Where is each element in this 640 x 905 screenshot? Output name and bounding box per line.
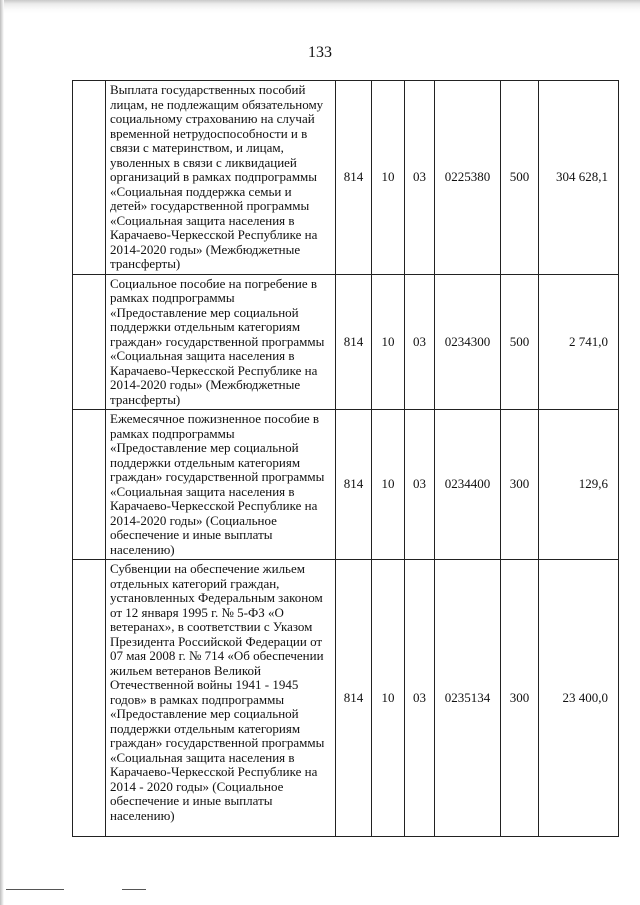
table-row xyxy=(73,560,619,837)
row-number-cell xyxy=(73,274,106,410)
ministry-code: 814 xyxy=(336,81,372,275)
scan-edge-left xyxy=(0,0,4,905)
subsection-code: 03 xyxy=(405,81,435,275)
expense-type-code: 300 xyxy=(501,410,539,560)
footer-rule-left xyxy=(6,889,64,890)
amount-value: 129,6 xyxy=(539,410,619,560)
scan-edge-top xyxy=(0,0,640,14)
section-code: 10 xyxy=(372,560,405,837)
table-row xyxy=(73,274,619,410)
table-row xyxy=(73,81,619,275)
row-description: Ежемесячное пожизненное пособие в рамках подпрограммы «Предоставление мер социальной поддержки отдельным категориям граждан» государственной программы «Социальная защита населения в Карачаево-Черкесской Республике на 2014-2020 годы» (Социальное обеспечение и иные выплаты населению) xyxy=(106,410,336,560)
expense-type-code: 500 xyxy=(501,81,539,275)
ministry-code: 814 xyxy=(336,560,372,837)
amount-value: 23 400,0 xyxy=(539,560,619,837)
ministry-code: 814 xyxy=(336,274,372,410)
expense-type-code: 300 xyxy=(501,560,539,837)
subsection-code: 03 xyxy=(405,560,435,837)
target-article-code: 0235134 xyxy=(435,560,501,837)
target-article-code: 0234400 xyxy=(435,410,501,560)
row-number-cell xyxy=(73,410,106,560)
ministry-code: 814 xyxy=(336,410,372,560)
footer-rule-right xyxy=(122,889,146,890)
section-code: 10 xyxy=(372,410,405,560)
subsection-code: 03 xyxy=(405,274,435,410)
table-row xyxy=(73,410,619,560)
page-number: 133 xyxy=(308,44,332,61)
row-number-cell xyxy=(73,560,106,837)
row-number-cell xyxy=(73,81,106,275)
expense-type-code: 500 xyxy=(501,274,539,410)
target-article-code: 0234300 xyxy=(435,274,501,410)
amount-value: 304 628,1 xyxy=(539,81,619,275)
budget-table xyxy=(72,80,619,837)
target-article-code: 0225380 xyxy=(435,81,501,275)
amount-value: 2 741,0 xyxy=(539,274,619,410)
row-description: Выплата государственных пособий лицам, не подлежащим обязательному социальному страхованию на случай временной нетрудоспособности и в связи с материнством, и лицам, уволенных в связи с ликвидацией организаций в рамках подпрограммы «Социальная поддержка семьи и детей» государственной программы «Социальная защита населения в Карачаево-Черкесской Республике на 2014-2020 годы» (Межбюджетные трансферты) xyxy=(106,81,336,275)
section-code: 10 xyxy=(372,81,405,275)
row-description: Социальное пособие на погребение в рамках подпрограммы «Предоставление мер социальной поддержки отдельным категориям граждан» государственной программы «Социальная защита населения в Карачаево-Черкесской Республике на 2014-2020 годы» (Межбюджетные трансферты) xyxy=(106,274,336,410)
row-description: Субвенции на обеспечение жильем отдельных категорий граждан, установленных Федеральным законом от 12 января 1995 г. № 5-ФЗ «О ветеранах», в соответствии с Указом Президента Российской Федерации от 07 мая 2008 г. № 714 «Об обеспечении жильем ветеранов Великой Отечественной войны 1941 - 1945 годов» в рамках подпрограммы «Предоставление мер социальной поддержки отдельным категориям граждан» государственной программы «Социальная защита населения в Карачаево-Черкесской Республике на 2014 - 2020 годы» (Социальное обеспечение и иные выплаты населению) xyxy=(106,560,336,837)
subsection-code: 03 xyxy=(405,410,435,560)
section-code: 10 xyxy=(372,274,405,410)
